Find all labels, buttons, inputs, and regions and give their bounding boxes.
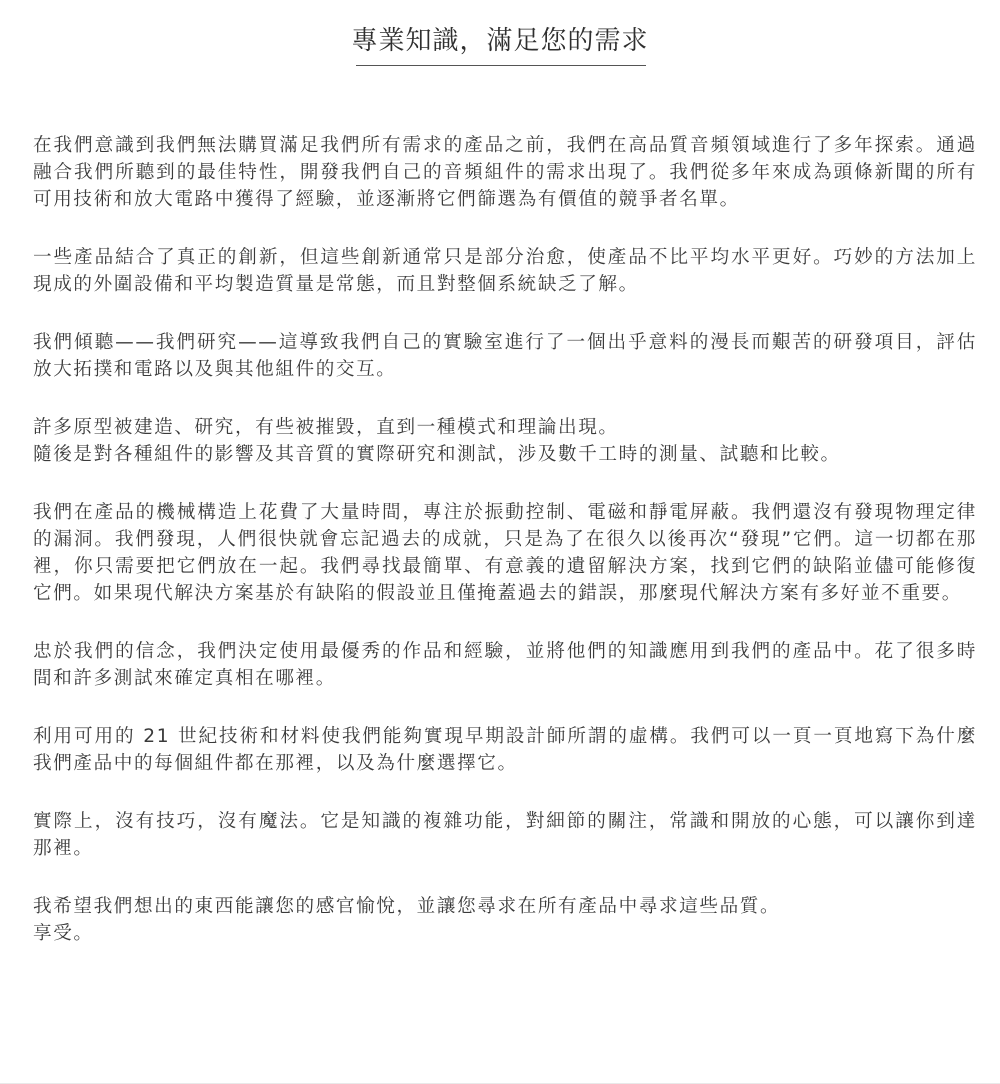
paragraph-7: 利用可用的 21 世紀技術和材料使我們能夠實現早期設計師所謂的虛構。我們可以一頁一頁地寫下為什麼我們產品中的每個組件都在那裡，以及為什麼選擇它。 bbox=[33, 726, 977, 774]
page-title: 專業知識，滿足您的需求 bbox=[351, 26, 649, 56]
paragraph-2: 一些產品結合了真正的創新，但這些創新通常只是部分治愈，使產品不比平均水平更好。巧妙的方法加上現成的外圍設備和平均製造質量是常態，而且對整個系統缺乏了解。 bbox=[33, 247, 977, 295]
paragraph-9: 我希望我們想出的東西能讓您的感官愉悅，並讓您尋求在所有產品中尋求這些品質。 享受。 bbox=[33, 896, 781, 944]
paragraph-5: 我們在產品的機械構造上花費了大量時間，專注於振動控制、電磁和靜電屏蔽。我們還沒有發現物理定律的漏洞。我們發現，人們很快就會忘記過去的成就，只是為了在很久以後再次“發現”它們。這一切都在那裡，你只需要把它們放在一起。我們尋找最簡單、有意義的遺留解決方案，找到它們的缺陷並儘可能修復它們。如果現代解決方案基於有缺陷的假設並且僅掩蓋過去的錯誤，那麼現代解決方案有多好並不重要。 bbox=[33, 502, 977, 604]
paragraph-6: 忠於我們的信念，我們決定使用最優秀的作品和經驗，並將他們的知識應用到我們的產品中。花了很多時間和許多測試來確定真相在哪裡。 bbox=[33, 641, 977, 689]
title-underline bbox=[356, 65, 646, 66]
paragraph-4: 許多原型被建造、研究，有些被摧毀，直到一種模式和理論出現。 隨後是對各種組件的影響及其音質的實際研究和測試，涉及數千工時的測量、試聽和比較。 bbox=[33, 417, 841, 465]
paragraph-1: 在我們意識到我們無法購買滿足我們所有需求的產品之前，我們在高品質音頻領域進行了多年探索。通過融合我們所聽到的最佳特性，開發我們自己的音頻組件的需求出現了。我們從多年來成為頭條新聞的所有可用技術和放大電路中獲得了經驗，並逐漸將它們篩選為有價值的競爭者名單。 bbox=[33, 135, 977, 210]
article-body bbox=[33, 132, 977, 947]
header bbox=[0, 22, 1000, 60]
paragraph-3: 我們傾聽——我們研究——這導致我們自己的實驗室進行了一個出乎意料的漫長而艱苦的研發項目，評估放大拓撲和電路以及與其他組件的交互。 bbox=[33, 332, 977, 380]
paragraph-8: 實際上，沒有技巧，沒有魔法。它是知識的複雜功能，對細節的關注，常識和開放的心態，可以讓你到達那裡。 bbox=[33, 811, 977, 859]
